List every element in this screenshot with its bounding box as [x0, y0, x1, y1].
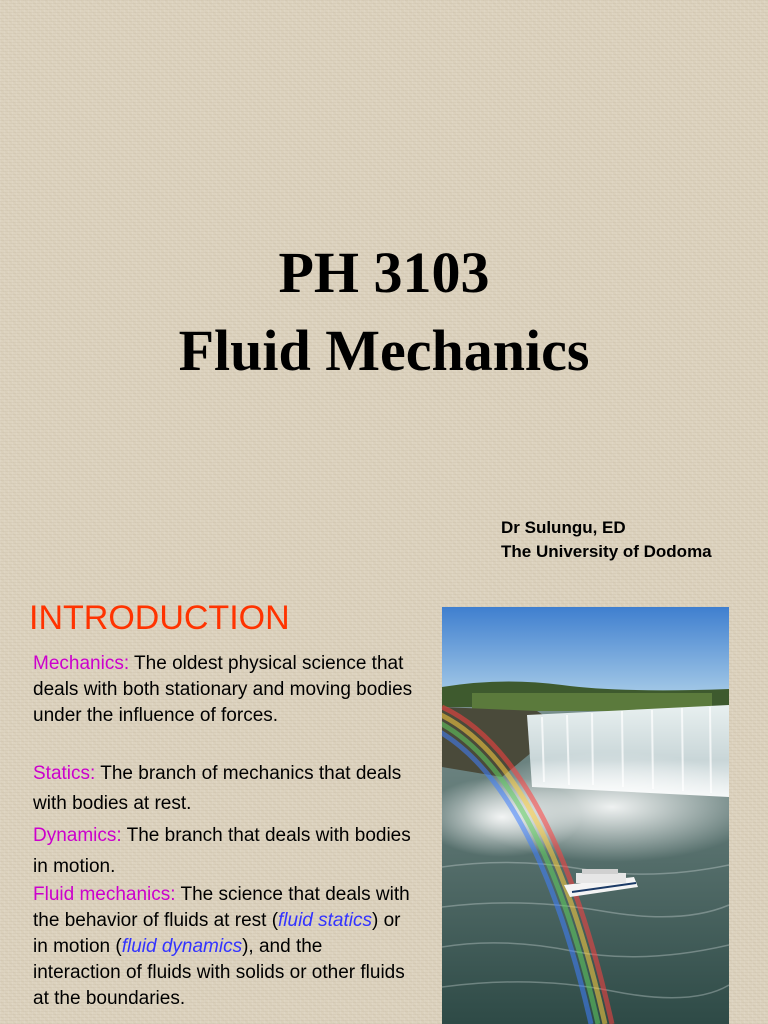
paragraph-dynamics [33, 820, 413, 882]
definition-fluid-part-b: ) or in motion ( [33, 910, 401, 957]
definition-fluid-part-a: The science that deals with the behavior of fluids at rest ( [33, 884, 410, 931]
paragraph-statics [33, 759, 413, 819]
author-name: Dr Sulungu, ED [501, 518, 626, 537]
term-dynamics: Dynamics: [33, 825, 122, 846]
course-title: Fluid Mechanics [178, 318, 590, 383]
definition-mechanics: The oldest physical science that deals with both stationary and moving bodies under the influence of forces. [33, 653, 413, 726]
emphasis-fluid-statics: fluid statics [278, 910, 372, 931]
term-mechanics: Mechanics: [33, 653, 130, 674]
term-statics: Statics: [33, 763, 96, 784]
waterfall-photo [442, 607, 729, 1024]
paragraph-mechanics [33, 651, 413, 729]
paragraph-fluid-mechanics [33, 882, 413, 1012]
term-fluid-mechanics: Fluid mechanics: [33, 884, 176, 905]
definition-fluid-part-c: ), and the interaction of fluids with solids or other fluids at the boundaries. [33, 936, 405, 1009]
emphasis-fluid-dynamics: fluid dynamics [121, 936, 243, 957]
course-code: PH 3103 [278, 240, 490, 305]
author-institution: The University of Dodoma [501, 542, 712, 561]
definition-statics: The branch of mechanics that deals with bodies at rest. [33, 763, 402, 814]
intro-heading: INTRODUCTION [29, 599, 290, 637]
definition-dynamics: The branch that deals with bodies in motion. [33, 825, 411, 877]
